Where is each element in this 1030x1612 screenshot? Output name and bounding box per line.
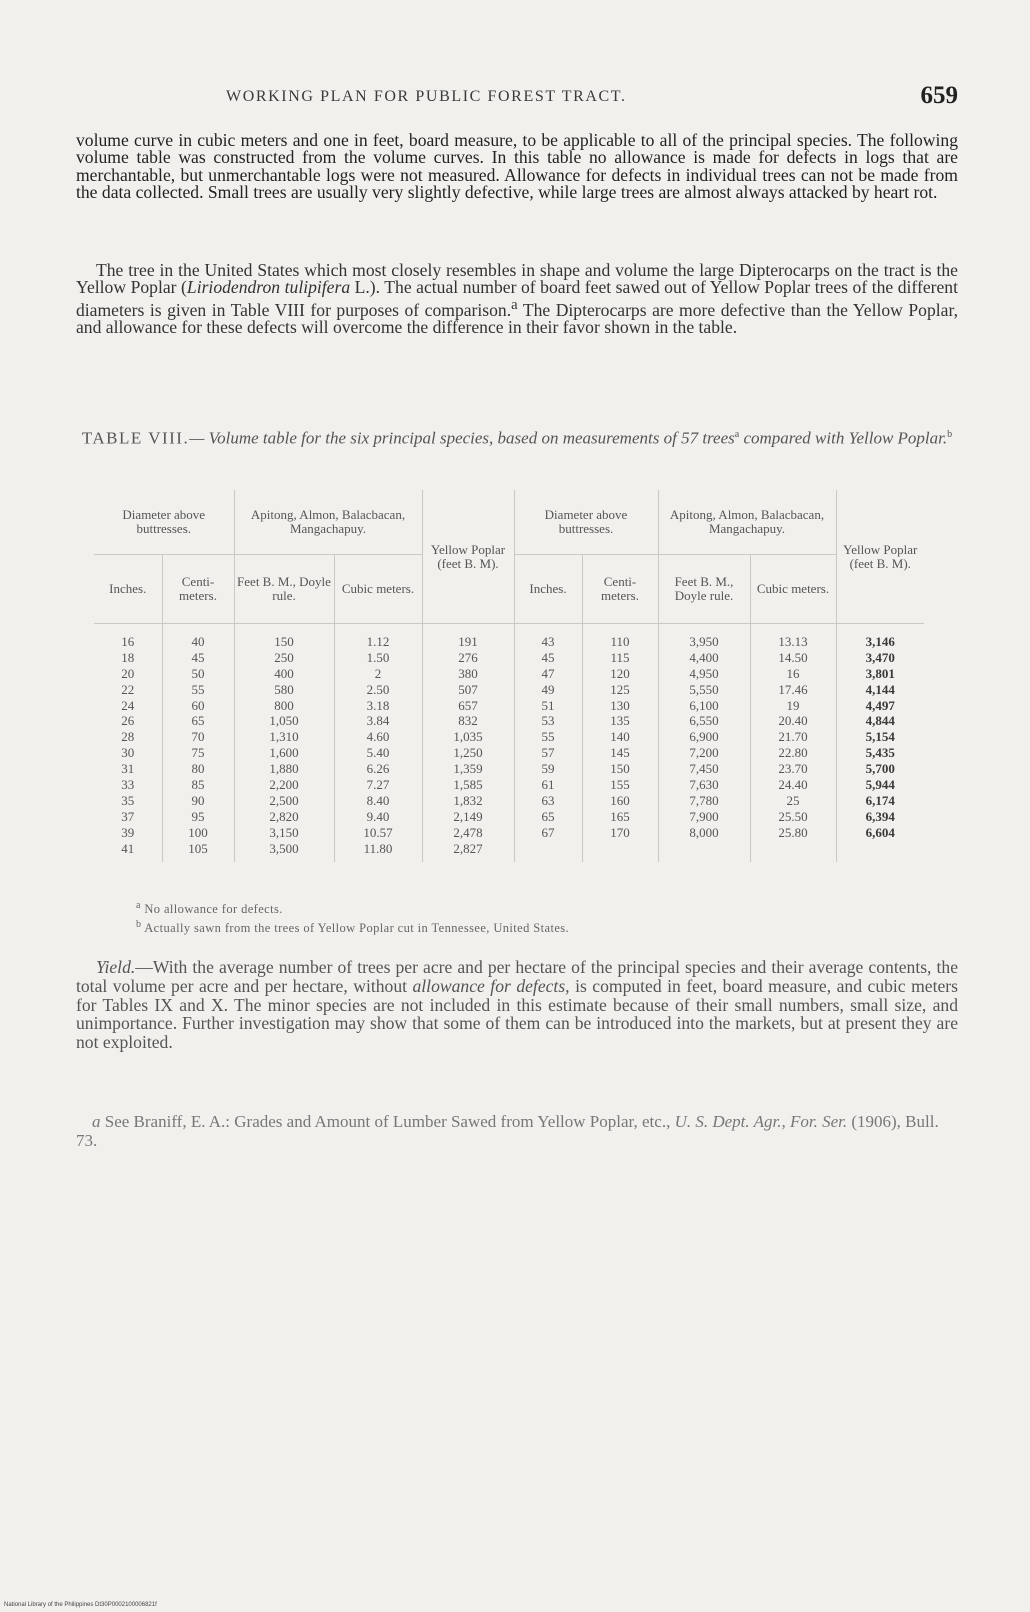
table-cell: 165 — [610, 808, 630, 824]
table-cell: 30 — [121, 745, 135, 761]
table-cell: 5,550 — [689, 681, 719, 697]
table-cell: 2,820 — [269, 808, 299, 824]
table-cell: 53 — [541, 713, 555, 729]
footnote-ref: a — [511, 296, 518, 313]
table-cell: 105 — [188, 840, 208, 856]
column-cubic-meters — [337, 634, 420, 856]
table-cell: 276 — [458, 649, 478, 665]
header-apitong: Apitong, Almon, Balacbacan, Mangachapuy. — [234, 490, 422, 555]
table-cell: 400 — [274, 665, 294, 681]
table-cell: 9.40 — [366, 808, 390, 824]
table-cell: 37 — [121, 808, 135, 824]
table-cell: 5.40 — [366, 745, 390, 761]
table-cell: 3,500 — [269, 840, 299, 856]
table-cell: 7,630 — [689, 777, 719, 793]
table-cell: 41 — [121, 840, 135, 856]
table-cell: 160 — [610, 792, 630, 808]
footnote-text: Actually sawn from the trees of Yellow Poplar cut in Tennessee, United States. — [144, 921, 570, 936]
table-cell: 1,600 — [269, 745, 299, 761]
table-cell: 1,310 — [269, 729, 299, 745]
table-cell: 50 — [191, 665, 205, 681]
column-yellow-poplar — [839, 634, 923, 841]
table-cell: 23.70 — [778, 761, 808, 777]
table-cell: 115 — [610, 649, 630, 665]
header-centimeters: Centi- meters. — [162, 555, 234, 624]
table-cell: 125 — [610, 681, 630, 697]
table-cell: 47 — [541, 665, 555, 681]
volume-table — [94, 490, 924, 888]
footnote-ref: a — [734, 429, 740, 440]
table-cell: 4,950 — [689, 665, 719, 681]
table-cell: 21.70 — [778, 729, 808, 745]
table-cell: 43 — [541, 634, 555, 649]
table-cell: 31 — [121, 761, 135, 777]
table-cell: 4,497 — [865, 697, 895, 713]
table-cell: 832 — [458, 713, 478, 729]
table-cell: 1,250 — [453, 745, 483, 761]
table-cell: 1,050 — [269, 713, 299, 729]
table-cell: 80 — [191, 761, 205, 777]
running-title: WORKING PLAN FOR PUBLIC FOREST TRACT. — [226, 88, 627, 105]
table-cell: 24.40 — [778, 777, 808, 793]
footnote-text: (1906), Bull. 73. — [76, 1112, 939, 1150]
table-cell: 1,585 — [453, 777, 483, 793]
table-cell: 100 — [188, 824, 208, 840]
table-cell: 20.40 — [778, 713, 808, 729]
table-cell: 8.40 — [366, 792, 390, 808]
table-cell: 135 — [610, 713, 630, 729]
table-cell: 65 — [541, 808, 555, 824]
table-cell: 2,149 — [453, 808, 483, 824]
scan-credit: National Library of the Philippines Dt30P0002100006821f — [4, 1602, 157, 1608]
table-cell: 191 — [458, 634, 478, 649]
column-cubic-meters — [753, 634, 834, 841]
table-cell: 17.46 — [778, 681, 808, 697]
table-cell: 507 — [458, 681, 478, 697]
table-cell: 18 — [121, 649, 135, 665]
column-yellow-poplar — [425, 634, 512, 856]
paragraph-volume-curve — [76, 132, 958, 202]
table-cell: 580 — [274, 681, 294, 697]
table-cell: 145 — [610, 745, 630, 761]
table-cell: 25.50 — [778, 808, 808, 824]
table-cell: 140 — [610, 729, 630, 745]
table-cell: 7,450 — [689, 761, 719, 777]
table-cell: 2,478 — [453, 824, 483, 840]
table-cell: 25.80 — [778, 824, 808, 840]
table-cell: 14.50 — [778, 649, 808, 665]
table-cell: 6,174 — [865, 792, 895, 808]
table-cell: 250 — [274, 649, 294, 665]
footnote-mark: a — [92, 1112, 101, 1131]
table-cell: 3,801 — [865, 665, 895, 681]
paragraph-yield — [76, 958, 958, 1052]
table-footnotes — [136, 898, 936, 936]
table-cell: 2 — [374, 665, 382, 681]
table-cell: 5,700 — [865, 761, 895, 777]
header-yellow-poplar: Yellow Poplar (feet B. M). — [836, 490, 924, 624]
header-inches: Inches. — [94, 555, 162, 624]
table-cell: 55 — [191, 681, 205, 697]
table-cell: 6,900 — [689, 729, 719, 745]
table-cell: 5,154 — [865, 729, 895, 745]
header-centimeters: Centi- meters. — [582, 555, 658, 624]
paragraph-text: volume curve in cubic meters and one in feet, board measure, to be applicable to all of the principal species. The following volume table was constructed from the volume curves. In this table no allowance is made for defects in logs that are merchantable, but unmerchantable logs were not measured. Allowance for defects in individual trees can not be made from the data collected. Small trees are usually very slightly defective, while large trees are almost always attacked by heart rot. — [76, 130, 958, 203]
table-cell: 2,827 — [453, 840, 483, 856]
table-cell: 4,144 — [865, 681, 895, 697]
table-cell: 35 — [121, 792, 135, 808]
table-cell: 1,880 — [269, 761, 299, 777]
table-cell: 7,200 — [689, 745, 719, 761]
table-cell: 19 — [786, 697, 800, 713]
table-cell: 170 — [610, 824, 630, 840]
table-cell: 7,780 — [689, 792, 719, 808]
table-cell: 120 — [610, 665, 630, 681]
table-cell: 13.13 — [778, 634, 808, 649]
table-cell: 45 — [541, 649, 555, 665]
table-cell: 6,394 — [865, 808, 895, 824]
table-body — [94, 624, 924, 863]
paragraph-emphasis: allowance for defects, — [412, 975, 570, 996]
footnote-text: No allowance for defects. — [144, 902, 283, 917]
header-cubic-meters: Cubic meters. — [334, 555, 422, 624]
table-cell: 59 — [541, 761, 555, 777]
paragraph-text: L.). The actual number of board feet sawed out of Yellow Poplar trees of the different diameters is given in Table VIII for purposes of comparison. — [76, 277, 958, 320]
header-inches: Inches. — [514, 555, 582, 624]
table-cell: 1,035 — [453, 729, 483, 745]
page-footnote — [76, 1112, 958, 1150]
column-feet-bm — [237, 634, 332, 856]
table-cell: 16 — [121, 634, 135, 649]
footnote-text: See Braniff, E. A.: Grades and Amount of Lumber Sawed from Yellow Poplar, etc., — [100, 1112, 675, 1131]
table-footnote — [136, 898, 936, 917]
table-cell: 130 — [610, 697, 630, 713]
column-centimeters — [165, 634, 232, 856]
table-cell: 4.60 — [366, 729, 390, 745]
table-cell: 65 — [191, 713, 205, 729]
paragraph-yellow-poplar — [76, 262, 958, 336]
table-cell: 5,944 — [865, 777, 895, 793]
table-cell: 10.57 — [363, 824, 393, 840]
caption-text: — Volume table for the six principal species, based on measurements of 57 trees — [189, 428, 735, 448]
table-cell: 1.12 — [366, 634, 390, 649]
table-cell: 40 — [191, 634, 205, 649]
table-cell: 1.50 — [366, 649, 390, 665]
journal-name: U. S. Dept. Agr., For. Ser. — [674, 1112, 848, 1131]
table-cell: 3,950 — [689, 634, 719, 649]
table-cell: 90 — [191, 792, 205, 808]
table-cell: 2,200 — [269, 777, 299, 793]
header-yellow-poplar: Yellow Poplar (feet B. M). — [422, 490, 514, 624]
table-cell: 380 — [458, 665, 478, 681]
footnote-mark: a — [136, 900, 141, 911]
table-cell: 3,150 — [269, 824, 299, 840]
table-cell: 1,359 — [453, 761, 483, 777]
table-cell: 45 — [191, 649, 205, 665]
table-cell: 25 — [786, 792, 800, 808]
table-cell: 61 — [541, 777, 555, 793]
footnote-mark: b — [136, 919, 142, 931]
column-feet-bm — [661, 634, 748, 841]
header-feet-bm: Feet B. M., Doyle rule. — [234, 555, 334, 624]
header-diameter: Diameter above buttresses. — [514, 490, 658, 555]
table-cell: 150 — [274, 634, 294, 649]
table-cell: 85 — [191, 777, 205, 793]
table-cell: 7,900 — [689, 808, 719, 824]
table-cell: 3.84 — [366, 713, 390, 729]
column-inches — [96, 634, 160, 856]
table-cell: 6,550 — [689, 713, 719, 729]
table-cell: 155 — [610, 777, 630, 793]
species-name: Liriodendron tulipifera — [186, 277, 351, 298]
table-cell: 2.50 — [366, 681, 390, 697]
header-feet-bm: Feet B. M., Doyle rule. — [658, 555, 750, 624]
table-cell: 4,400 — [689, 649, 719, 665]
table-cell: 22 — [121, 681, 135, 697]
table-cell: 60 — [191, 697, 205, 713]
paragraph-lead: Yield. — [96, 957, 136, 977]
table-cell: 20 — [121, 665, 135, 681]
table-cell: 39 — [121, 824, 135, 840]
paragraph-text: —With the average number of trees per acre and per hectare of the principal species and their average contents, the total volume per acre and per hectare, without — [76, 957, 958, 996]
table-cell: 63 — [541, 792, 555, 808]
paragraph-text: is computed in feet, board measure, and cubic meters for Tables IX and X. The minor species are not included in this estimate because of their small numbers, small size, and unimportance. Further investigation may show that some of them can be introduced into the markets, but at present they are not exploited. — [76, 975, 958, 1053]
table-cell: 67 — [541, 824, 555, 840]
table-cell: 57 — [541, 745, 555, 761]
table-cell: 22.80 — [778, 745, 808, 761]
table-cell: 4,844 — [865, 713, 895, 729]
table-cell: 75 — [191, 745, 205, 761]
footnote-ref: b — [947, 429, 953, 440]
column-inches — [517, 634, 580, 841]
table-cell: 3,470 — [865, 649, 895, 665]
table-cell: 28 — [121, 729, 135, 745]
paragraph-text: The tree in the United States which most closely resembles in shape and volume the large Dipterocarps on the tract is the Yellow Poplar ( — [76, 260, 958, 298]
table-footnote — [136, 917, 936, 936]
table-cell: 55 — [541, 729, 555, 745]
table-cell: 800 — [274, 697, 294, 713]
table-cell: 51 — [541, 697, 555, 713]
page-number: 659 — [920, 82, 958, 109]
table-cell: 5,435 — [865, 745, 895, 761]
table-cell: 6,100 — [689, 697, 719, 713]
table-cell: 26 — [121, 713, 135, 729]
header-diameter: Diameter above buttresses. — [94, 490, 234, 555]
table-cell: 70 — [191, 729, 205, 745]
table-cell: 7.27 — [366, 777, 390, 793]
table-cell: 6.26 — [366, 761, 390, 777]
table-cell: 2,500 — [269, 792, 299, 808]
table-cell: 657 — [458, 697, 478, 713]
table-cell: 49 — [541, 681, 555, 697]
table-cell: 3.18 — [366, 697, 390, 713]
paragraph-text: The Dipterocarps are more defective than the Yellow Poplar, and allowance for these defects will overcome the difference in their favor shown in the table. — [76, 299, 958, 338]
column-centimeters — [585, 634, 656, 841]
table-cell: 1,832 — [453, 792, 483, 808]
table-cell: 11.80 — [363, 840, 393, 856]
table-cell: 8,000 — [689, 824, 719, 840]
header-cubic-meters: Cubic meters. — [750, 555, 836, 624]
table-cell: 24 — [121, 697, 135, 713]
table-label: TABLE VIII. — [81, 428, 190, 448]
caption-text: compared with Yellow Poplar. — [739, 428, 948, 448]
header-apitong: Apitong, Almon, Balacbacan, Mangachapuy. — [658, 490, 836, 555]
table-cell: 3,146 — [865, 634, 895, 649]
running-head — [76, 82, 958, 116]
table-cell: 95 — [191, 808, 205, 824]
table-caption — [76, 426, 958, 448]
table-cell: 150 — [610, 761, 630, 777]
table-cell: 110 — [610, 634, 630, 649]
table-cell: 16 — [786, 665, 800, 681]
table-cell: 33 — [121, 777, 135, 793]
table-cell: 6,604 — [865, 824, 895, 840]
